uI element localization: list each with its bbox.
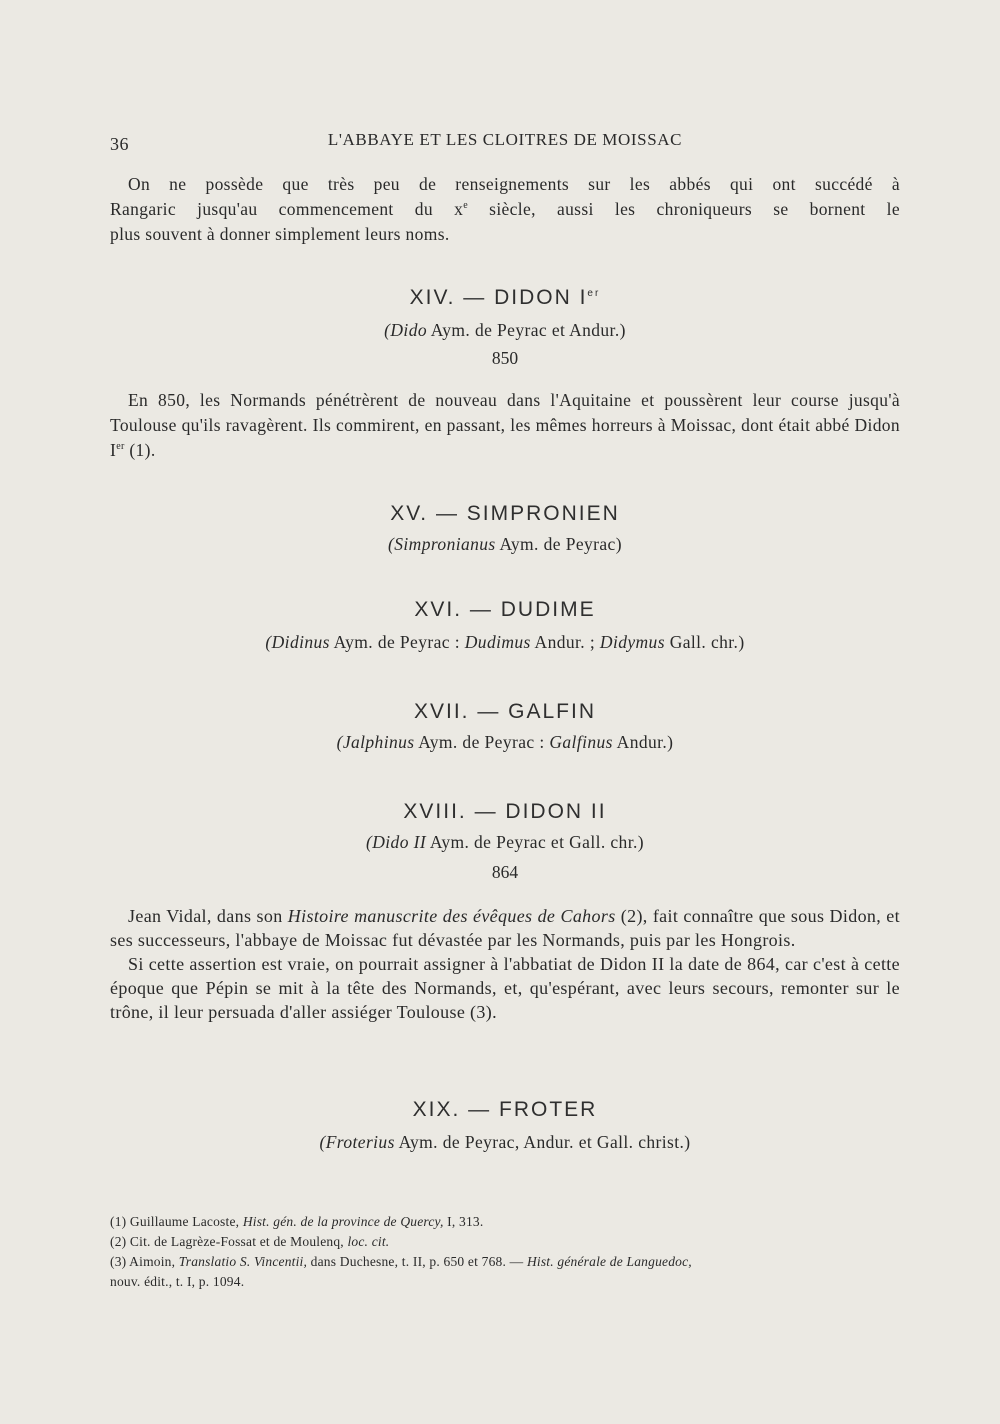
paragraph-xviii-1 — [110, 904, 900, 952]
running-head — [110, 130, 900, 158]
intro-paragraph — [110, 172, 900, 247]
p-xiv-main: En 850, les Normands pénétrèrent de nouveau dans l'Aquitaine et poussèrent leur course jusqu'à Toulouse qu'ils ravagèrent. Ils commirent, en passant, les mêmes horreurs à Moissac, dont était abbé Didon I — [110, 390, 900, 460]
section-heading-xvi: XVI. — DUDIME — [414, 598, 596, 621]
footnote-2 — [110, 1232, 900, 1252]
sources-xvi-t2: Andur. ; — [530, 632, 600, 652]
fn2-italic: loc. cit. — [347, 1234, 390, 1249]
sources-xvi-t1: Aym. de Peyrac : — [329, 632, 465, 652]
sources-xix-text: Aym. de Peyrac, Andur. et Gall. christ.) — [394, 1132, 691, 1152]
paragraph-xiv — [110, 388, 900, 463]
fn1-italic: Hist. gén. de la province de Quercy, — [242, 1214, 444, 1229]
section-sources-xviii — [110, 832, 900, 853]
sources-xiv-text: Aym. de Peyrac et Andur.) — [427, 320, 626, 340]
fn3-italic: Translatio S. Vincentii, — [178, 1254, 308, 1269]
footnote-3-cont: nouv. édit., t. I, p. 1094. — [110, 1274, 245, 1289]
page-number: 36 — [110, 134, 129, 154]
section-sources-xix — [110, 1132, 900, 1153]
section-sources-xv — [110, 534, 900, 555]
sources-xvi-it1: (Didinus — [265, 632, 330, 652]
intro-sup: e — [463, 200, 469, 212]
heading-xiv-sup: er — [587, 288, 601, 299]
fn2-a: (2) Cit. de Lagrèze-Fossat et de Moulenq, — [110, 1234, 348, 1249]
sources-xv-text: Aym. de Peyrac) — [495, 534, 622, 554]
sources-xvii-t1: Aym. de Peyrac : — [414, 732, 550, 752]
running-title: L'ABBAYE ET LES CLOITRES DE MOISSAC — [327, 130, 683, 149]
section-heading-xv: XV. — SIMPRONIEN — [390, 502, 620, 525]
section-sources-xvi — [110, 632, 900, 653]
fn3-italic-2: Hist. générale de Languedoc, — [526, 1254, 692, 1269]
fn1-a: (1) Guillaume Lacoste, — [110, 1214, 243, 1229]
section-heading-xvii: XVII. — GALFIN — [413, 700, 597, 723]
sources-xvi-it3: Didymus — [599, 632, 665, 652]
intro-line-3: plus souvent à donner simplement leurs noms. — [110, 224, 450, 244]
p-xviii-1b: (2), fait connaître que sous Didon, et ses successeurs, l'abbaye de Moissac fut dévastée par les Normands, puis par les Hongrois. — [110, 906, 900, 950]
paragraph-xviii-2: Si cette assertion est vraie, on pourrait assigner à l'abbatiat de Didon II la date de 864, car c'est à cette époque que Pépin se mit à la tête des Normands, et, qu'espérant, avec leurs secours, remonter sur le trône, il leur persuada d'aller assiéger Toulouse (3). — [110, 954, 900, 1022]
sources-xviii-italic: (Dido II — [366, 832, 427, 852]
fn1-b: I, 313. — [443, 1214, 484, 1229]
sources-xviii-text: Aym. de Peyrac et Gall. chr.) — [426, 832, 644, 852]
p-xiv-ref: (1). — [124, 440, 156, 460]
footnotes — [110, 1212, 900, 1292]
sources-xvii-t2: Andur.) — [612, 732, 674, 752]
sources-xvii-it1: (Jalphinus — [336, 732, 415, 752]
intro-line-2b: siècle, aussi les chroniqueurs se bornent le — [468, 199, 900, 219]
intro-line-1: On ne possède que très peu de renseignements sur les abbés qui ont succédé à — [128, 174, 900, 194]
fn3-a: (3) Aimoin, — [110, 1254, 179, 1269]
section-sources-xvii — [110, 732, 900, 753]
section-heading-xviii: XVIII. — DIDON II — [403, 800, 607, 823]
intro-line-2 — [110, 197, 900, 222]
section-year-xiv: 850 — [491, 348, 519, 368]
footnote-3 — [110, 1252, 900, 1272]
sources-xvi-it2: Dudimus — [464, 632, 531, 652]
section-heading-xix: XIX. — FROTER — [412, 1098, 598, 1121]
sources-xv-italic: (Simpronianus — [388, 534, 496, 554]
p-xviii-1-italic: Histoire manuscrite des évêques de Cahors — [287, 906, 616, 926]
intro-line-2a: Rangaric jusqu'au commencement du x — [110, 199, 464, 219]
heading-xiv-text: XIV. — DIDON I — [409, 286, 588, 309]
sources-xix-italic: (Froterius — [319, 1132, 395, 1152]
paragraph-xviii — [110, 904, 900, 1024]
fn3-b: dans Duchesne, t. II, p. 650 et 768. — — [307, 1254, 527, 1269]
section-sources-xiv — [110, 320, 900, 341]
section-year-xviii: 864 — [491, 862, 519, 882]
p-xiv-sup: er — [116, 441, 125, 453]
sources-xvii-it2: Galfinus — [549, 732, 613, 752]
footnote-1 — [110, 1212, 900, 1232]
p-xviii-1a: Jean Vidal, dans son — [128, 906, 288, 926]
section-heading-xiv — [110, 286, 900, 310]
sources-xvi-t3: Gall. chr.) — [664, 632, 745, 652]
paragraph-xiv-text — [110, 388, 900, 463]
sources-xiv-italic: (Dido — [384, 320, 427, 340]
